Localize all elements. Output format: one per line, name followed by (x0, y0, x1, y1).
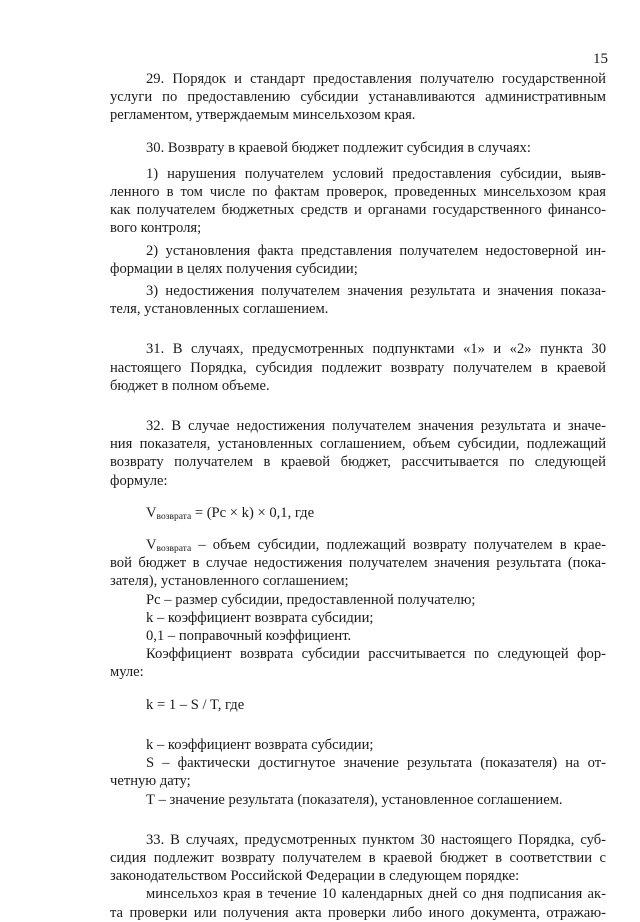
definition-v-return (110, 536, 606, 591)
paragraph-32 (110, 417, 606, 809)
paragraph-29 (110, 70, 606, 125)
text-line: зателя), установленного соглашением; (110, 573, 349, 590)
text-line: вой бюджет в случае недостижения получателем значения результата (пока- (110, 555, 606, 572)
text-line: как получателем бюджетных средств и органами государственного финансо- (110, 202, 606, 219)
formula-symbol: V (146, 504, 157, 521)
text-line: ленного в том числе по фактам проверок, проведенных минсельхозом края (110, 184, 606, 201)
text-line: теля, установленных соглашением. (110, 301, 329, 318)
text-line: 30. Возврату в краевой бюджет подлежит субсидия в случаях: (146, 139, 531, 156)
text-line: четную дату; (110, 773, 191, 790)
text-line: вого контроля; (110, 220, 202, 237)
text-line: законодательством Российской Федерации в следующем порядке: (110, 868, 520, 885)
definition-pc: Рс – размер субсидии, предоставленной получателю; (146, 591, 476, 608)
formula-v-return (110, 504, 606, 522)
definition-text: – объем субсидии, подлежащий возврату получателем в крае- (191, 537, 606, 554)
paragraph-30 (110, 139, 606, 319)
paragraph-33 (110, 831, 606, 922)
formula-subscript: возврата (156, 511, 192, 522)
definition-k: k – коэффициент возврата субсидии; (146, 736, 374, 753)
definition-correction: 0,1 – поправочный коэффициент. (146, 628, 352, 645)
text-line: услуги по предоставлению субсидии устанавливаются административным (110, 89, 606, 106)
page-number: 15 (593, 51, 608, 67)
text-line: формуле: (110, 472, 168, 489)
text-line: сидия подлежит возврату получателем в краевой бюджет в соответствии с (110, 849, 606, 866)
text-line: та проверки или получения акта проверки либо иного документа, отражаю- (110, 904, 606, 921)
text-line: 31. В случаях, предусмотренных подпунктами «1» и «2» пункта 30 (146, 341, 606, 358)
text-line: формации в целях получения субсидии; (110, 260, 358, 277)
formula-expression: = (Рс × k) × 0,1, где (191, 504, 315, 521)
text-line: ния показателя, установленных соглашением, объем субсидии, подлежащий (110, 436, 606, 453)
text-line: минсельхоз края в течение 10 календарных дней со дня подписания ак- (146, 886, 606, 903)
formula-symbol: V (146, 537, 157, 554)
formula-subscript: возврата (156, 544, 192, 555)
text-line: настоящего Порядка, субсидия подлежит возврату получателем в краевой (110, 359, 606, 376)
definition-t: Т – значение результата (показателя), установленное соглашением. (146, 791, 563, 808)
text-line: 2) установления факта представления получателем недостоверной ин- (146, 242, 606, 259)
text-line: 32. В случае недостижения получателем значения результата и значе- (146, 418, 606, 435)
definition-k: k – коэффициент возврата субсидии; (146, 609, 374, 626)
text-line: S – фактически достигнутое значение результата (показателя) на от- (146, 755, 606, 772)
text-line: 33. В случаях, предусмотренных пунктом 30 настоящего Порядка, суб- (146, 831, 606, 848)
text-line: муле: (110, 664, 144, 681)
text-line: возврату получателем в краевой бюджет, рассчитывается по следующей (110, 454, 606, 471)
text-line: 3) недостижения получателем значения результата и значения показа- (146, 283, 606, 300)
paragraph-31 (110, 340, 606, 395)
text-line: Коэффициент возврата субсидии рассчитывается по следующей фор- (146, 646, 606, 663)
text-line (110, 536, 606, 554)
document-body (110, 70, 606, 922)
text-line: бюджет в полном объеме. (110, 377, 270, 394)
text-line: 29. Порядок и стандарт предоставления получателю государственной (146, 71, 606, 87)
formula-k: k = 1 – S / T, где (146, 696, 245, 713)
text-line: 1) нарушения получателем условий предоставления субсидии, выяв- (146, 165, 606, 182)
text-line: регламентом, утверждаемым минсельхозом края. (110, 107, 416, 124)
